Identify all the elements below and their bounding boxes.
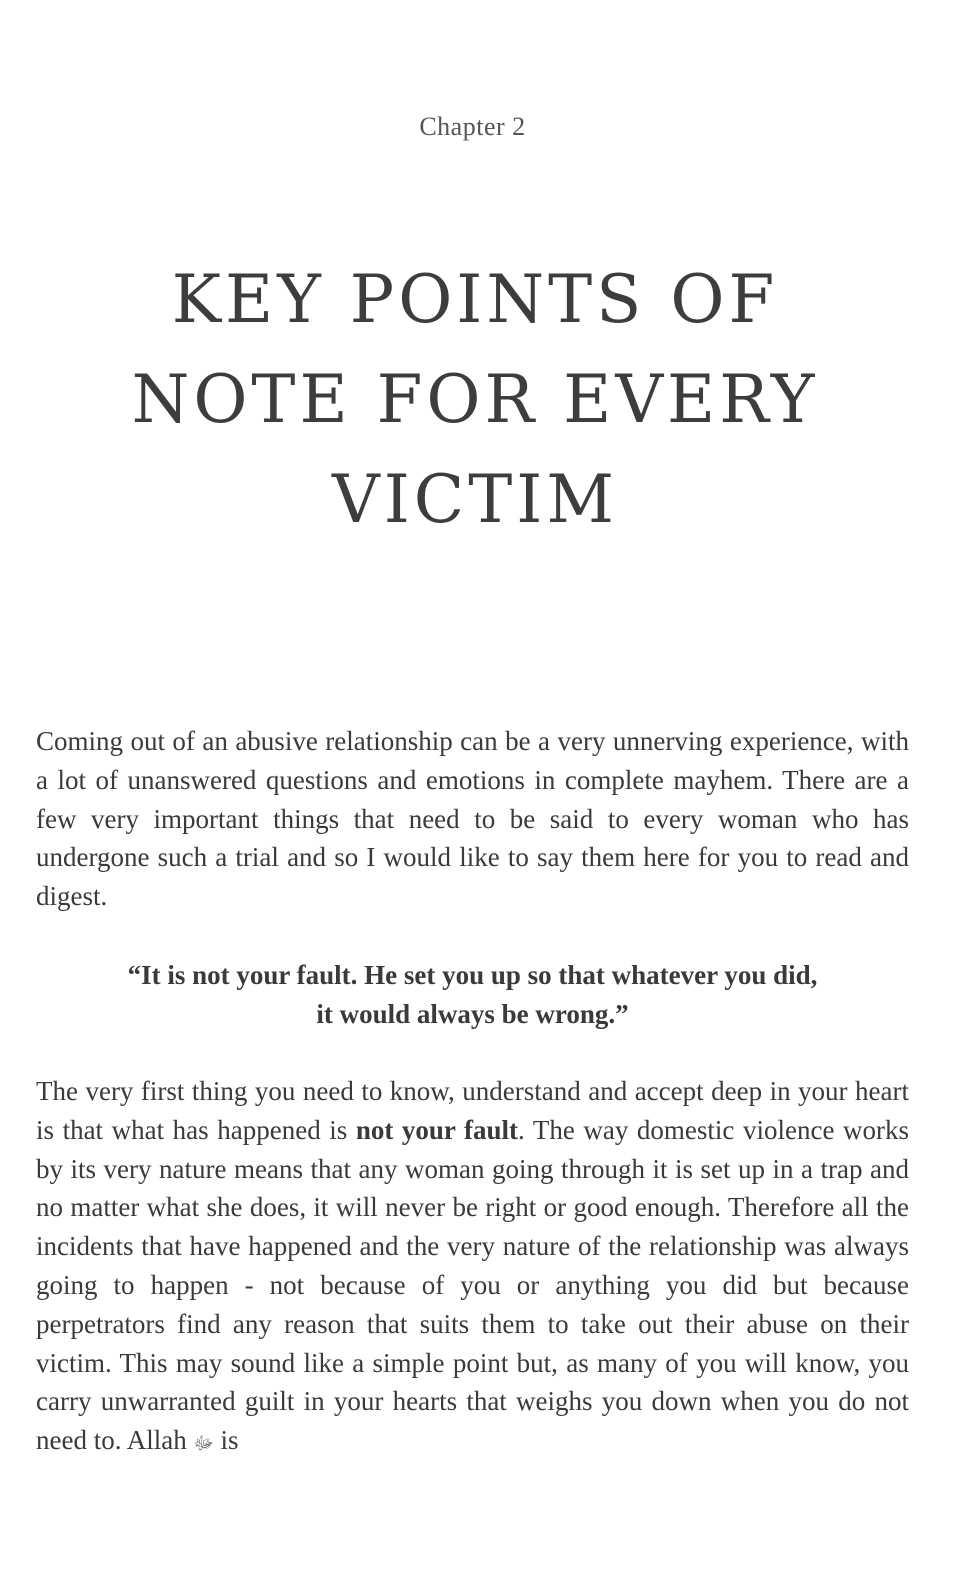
pull-quote-line-1: “It is not your fault. He set you up so that whatever you did, [127, 960, 818, 990]
chapter-title [60, 250, 890, 550]
chapter-label: Chapter 2 [419, 112, 526, 141]
chapter-title-line-1: KEY POINTS OF [171, 261, 779, 338]
body-paragraph-text-start: The very first thing you need to know, understand and accept deep in your heart is that what has happened is [36, 1076, 909, 1145]
honorific-glyph: ﷻ [193, 1433, 214, 1454]
body-paragraph-text-end: is [213, 1425, 239, 1456]
body-paragraph [36, 1072, 909, 1463]
emphasized-phrase: not your fault [355, 1114, 518, 1145]
chapter-title-line-2: NOTE FOR EVERY [131, 361, 819, 438]
chapter-title-line-3: VICTIM [332, 461, 618, 538]
intro-paragraph: Coming out of an abusive relationship can be a very unnerving experience, with a lot of unanswered questions and emotions in complete mayhem. There are a few very important things that need to be said to every woman who has undergone such a trial and so I would like to say them here for you to read and digest. [36, 726, 909, 912]
pull-quote-line-2: it would always be wrong.” [316, 998, 629, 1029]
body-paragraph-text-middle: . The way domestic violence works by its very nature means that any woman going through it is set up in a trap and no matter what she does, it will never be right or good enough. Therefore all the incidents that have happened and the very nature of the relationship was always going to happen - not because of you or anything you did but because perpetrators find any reason that suits them to take out their abuse on their victim. This may sound like a simple point but, as many of you will know, you carry unwarranted guilt in your hearts that weighs you down when you do not need to. Allah [36, 1114, 909, 1456]
pull-quote [36, 956, 909, 1034]
